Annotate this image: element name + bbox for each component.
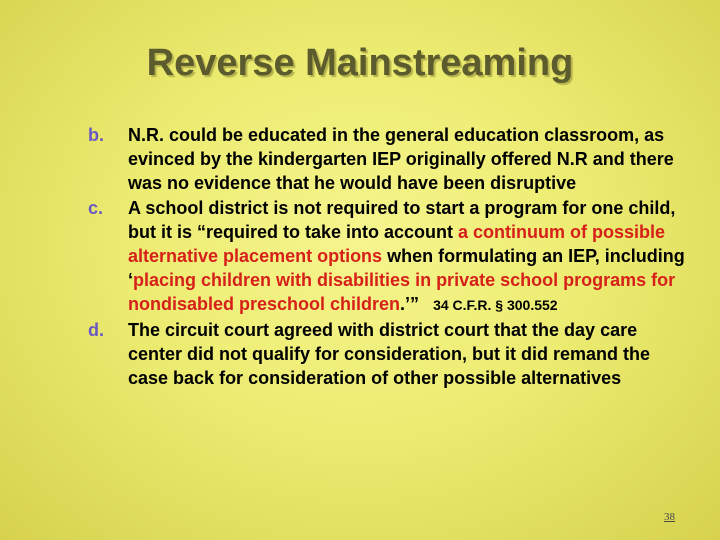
item-marker: d. [88,319,104,340]
list-item-d [88,318,688,391]
item-text: when formulating an IEP, including ‘ [128,246,685,291]
list-item-b [88,123,688,196]
emphasis-text: placing children with disabilities in private school programs for nondisabled preschool children [128,270,676,315]
item-marker: c. [88,197,104,218]
item-text: The circuit court agreed with district court that the day care center did not qualify for consideration, but it did remand the case back for consideration of other possible alternatives [128,319,651,389]
slide-title: Reverse Mainstreaming [146,42,574,84]
emphasis-text: a continuum of possible alternative placement options [128,221,666,267]
citation: 34 C.F.R. § 300.552 [433,297,558,314]
item-marker: b. [88,125,104,145]
item-list [88,123,688,390]
item-text: A school district is not required to start a program for one child, but it is “required to take into account [128,197,676,242]
list-item-c [88,196,688,318]
item-text: .’” [400,294,420,315]
item-text: N.R. could be educated in the general education classroom, as evinced by the kindergarten IEP originally offered N.R and there was no evidence that he would have been disruptive [128,125,674,194]
page-number: 38 [664,511,675,523]
